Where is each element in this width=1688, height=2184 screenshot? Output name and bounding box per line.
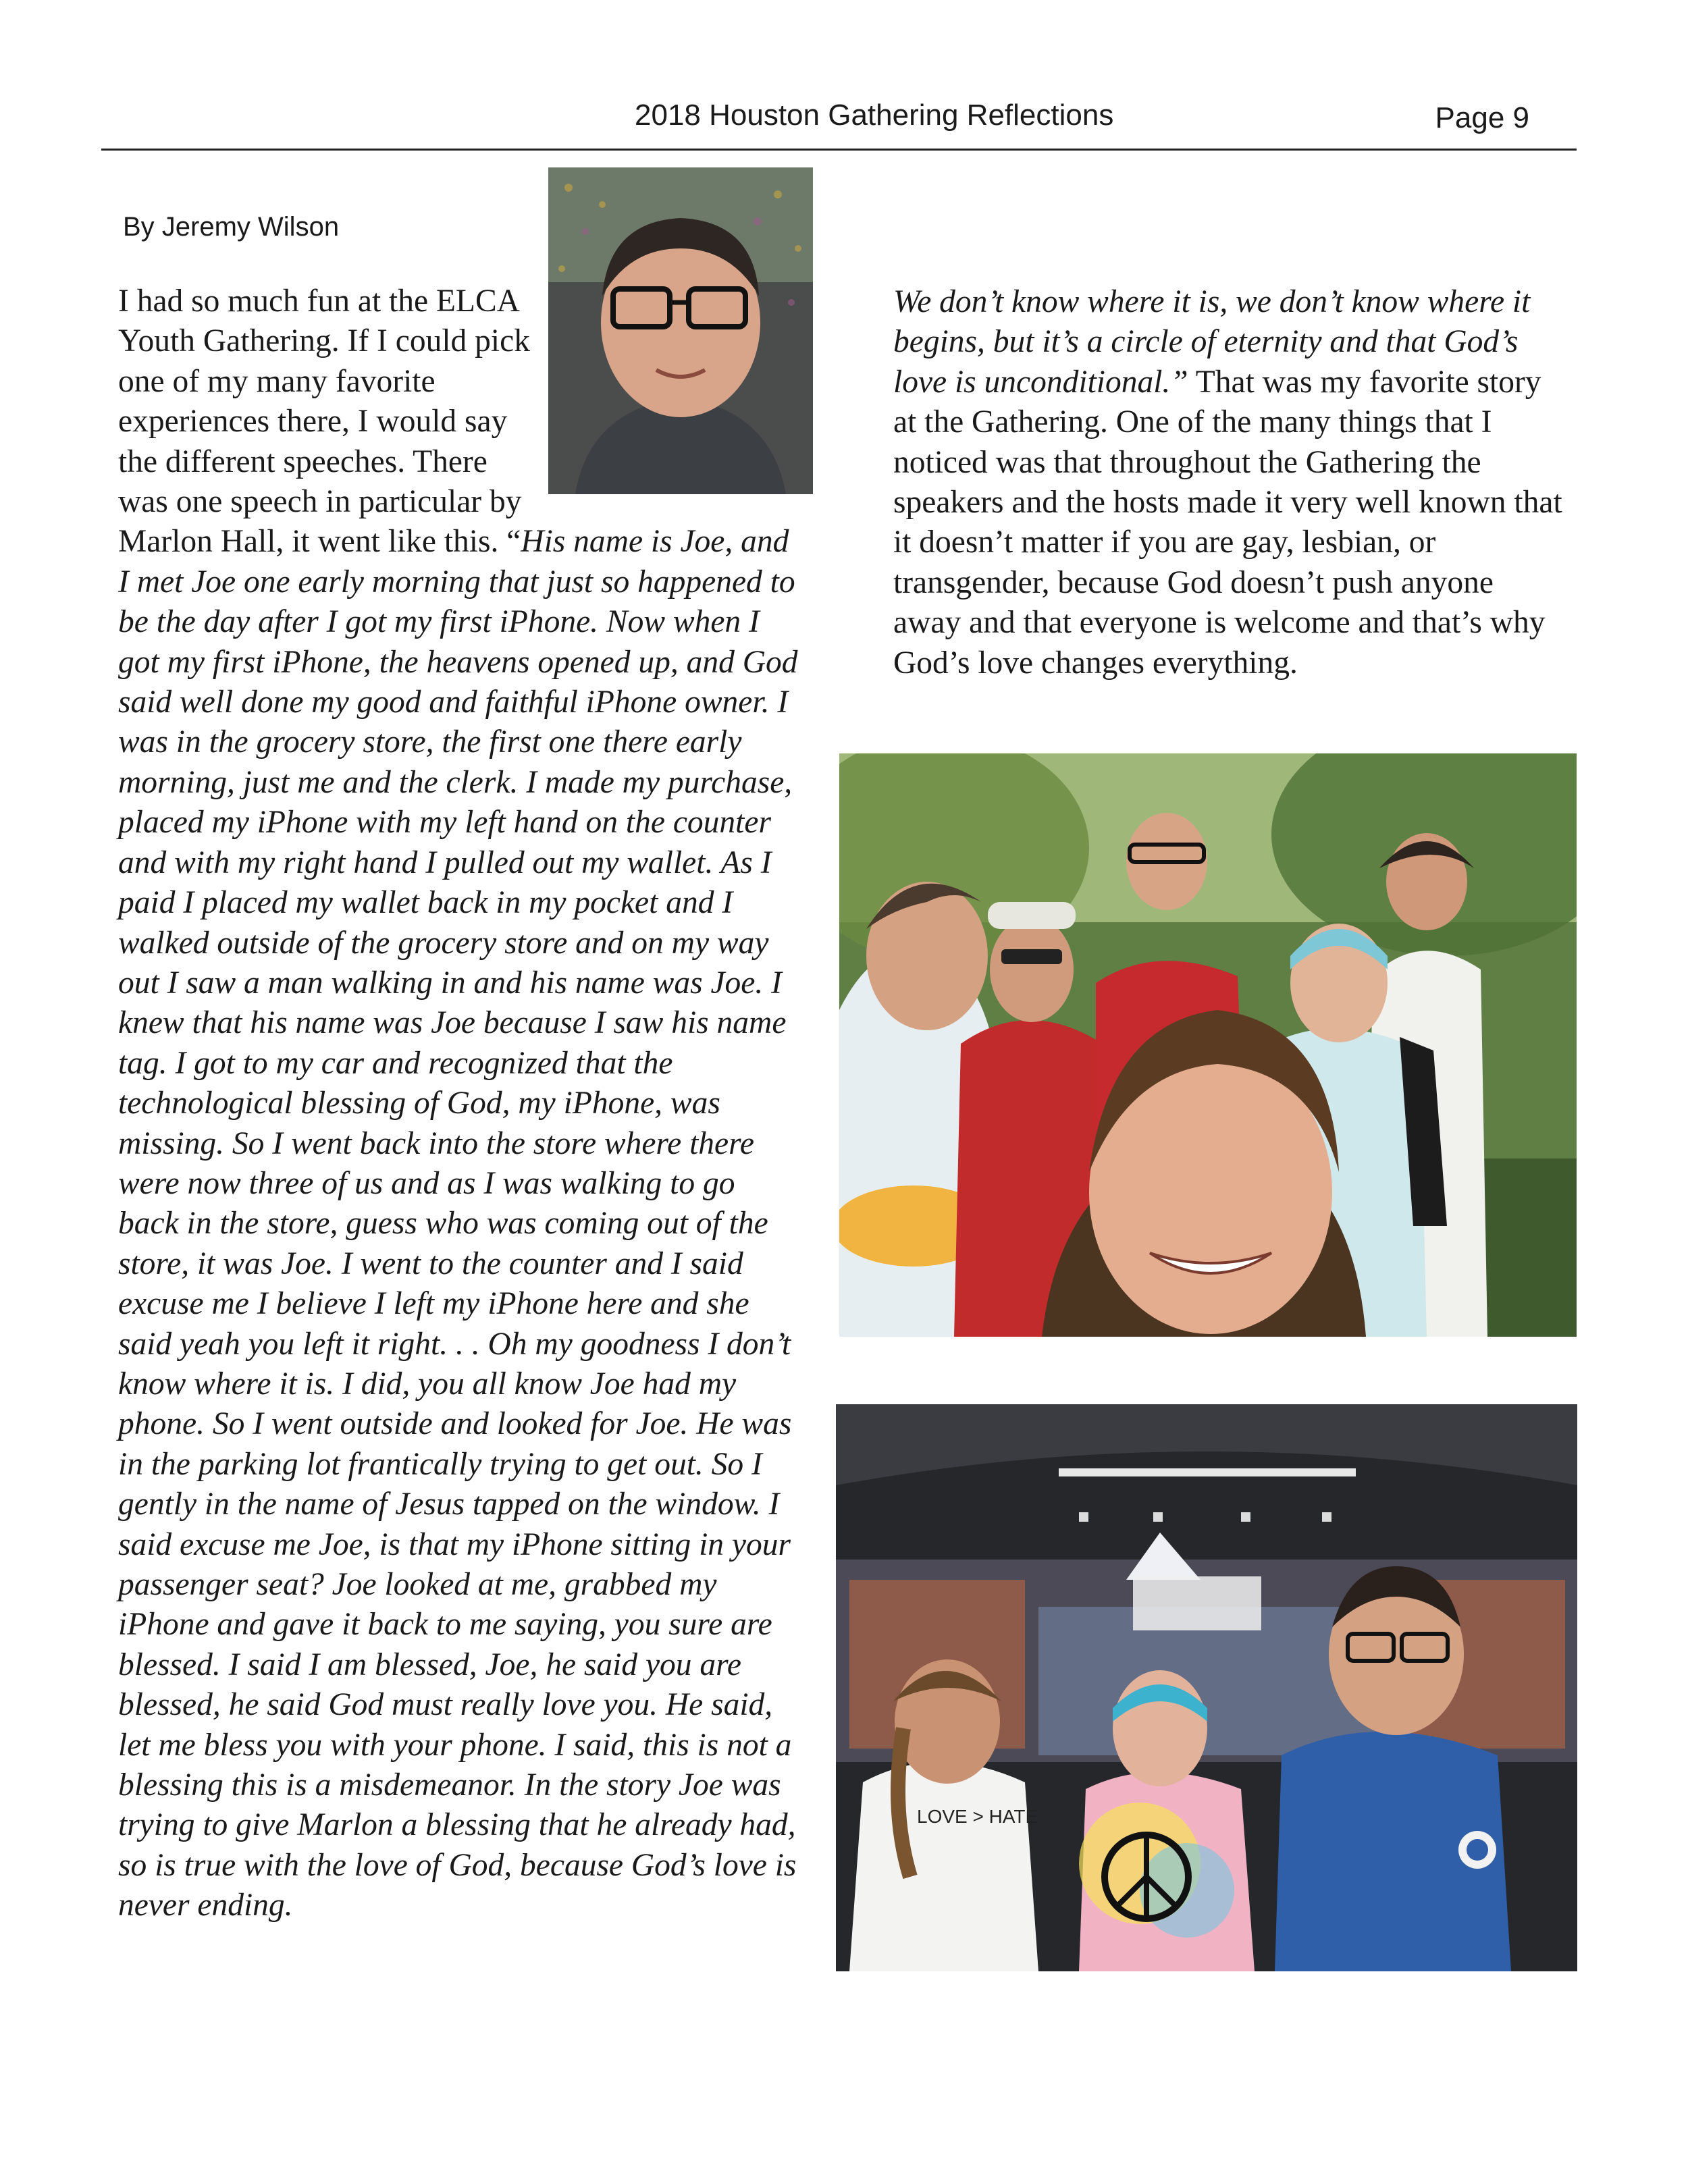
page-number: Page 9: [1435, 101, 1529, 134]
byline: By Jeremy Wilson: [123, 212, 340, 242]
speech-quote-part2: We don’t know where it is, we don’t know where it begins, but it’s a circle of eternity and that God’s love is unconditional.”: [893, 284, 1531, 400]
page-header: [101, 95, 1577, 151]
article-intro: I had so much fun at the ELCA Youth Gathering. If I could pick one of my many favorite experiences there, I would say the different speeches. There was one speech in particular by Marlon Hall, it went like this. “: [118, 284, 530, 560]
author-portrait-photo: [548, 167, 813, 494]
article-closing: That was my favorite story at the Gathering. One of the many things that I noticed was that throughout the Gathering the speakers and the hosts made it very well known that it doesn’t matter if you are gay, lesbian, or transgender, because God doesn’t push anyone away and that everyone is welcome and that’s why God’s love changes everything.: [893, 364, 1562, 681]
group-selfie-photo: [839, 753, 1577, 1337]
article-column-left: [118, 282, 800, 1926]
newsletter-title: 2018 Houston Gathering Reflections: [635, 99, 1114, 132]
stadium-group-photo: [836, 1404, 1577, 1971]
shirt-text: LOVE > HATE: [917, 1806, 1038, 1827]
article-column-right: [893, 282, 1568, 683]
speech-quote-part1: His name is Joe, and I met Joe one early morning that just so happened to be the day after I got my first iPhone. Now when I got my first iPhone, the heavens opened up, and God said well done my good and faithful iPhone owner. I was in the grocery store, the first one there early morning, just me and the clerk. I made my purchase, placed my iPhone with my left hand on the counter and with my right hand I pulled out my wallet. As I paid I placed my wallet back in my pocket and I walked outside of the grocery store and on my way out I saw a man walking in and his name was Joe. I knew that his name was Joe because I saw his name tag. I got to my car and recognized that the technological blessing of God, my iPhone, was missing. So I went back into the store where there were now three of us and as I was walking to go back in the store, guess who was coming out of the store, it was Joe. I went to the counter and I said excuse me I believe I left my iPhone here and she said yeah you left it right. . . Oh my goodness I don’t know where it is. I did, you all know Joe had my phone. So I went outside and looked for Joe. He was in the parking lot frantically trying to get out. So I gently in the name of Jesus tapped on the window. I said excuse me Joe, is that my iPhone sitting in your passenger seat? Joe looked at me, grabbed my iPhone and gave it back to me saying, you sure are blessed. I said I am blessed, Joe, he said you are blessed, he said God must really love you. He said, let me bless you with your phone. I said, this is not a blessing this is a misdemeanor. In the story Joe was trying to give Marlon a blessing that he already had, so is true with the love of God, because God’s love is never ending.: [118, 524, 798, 1923]
